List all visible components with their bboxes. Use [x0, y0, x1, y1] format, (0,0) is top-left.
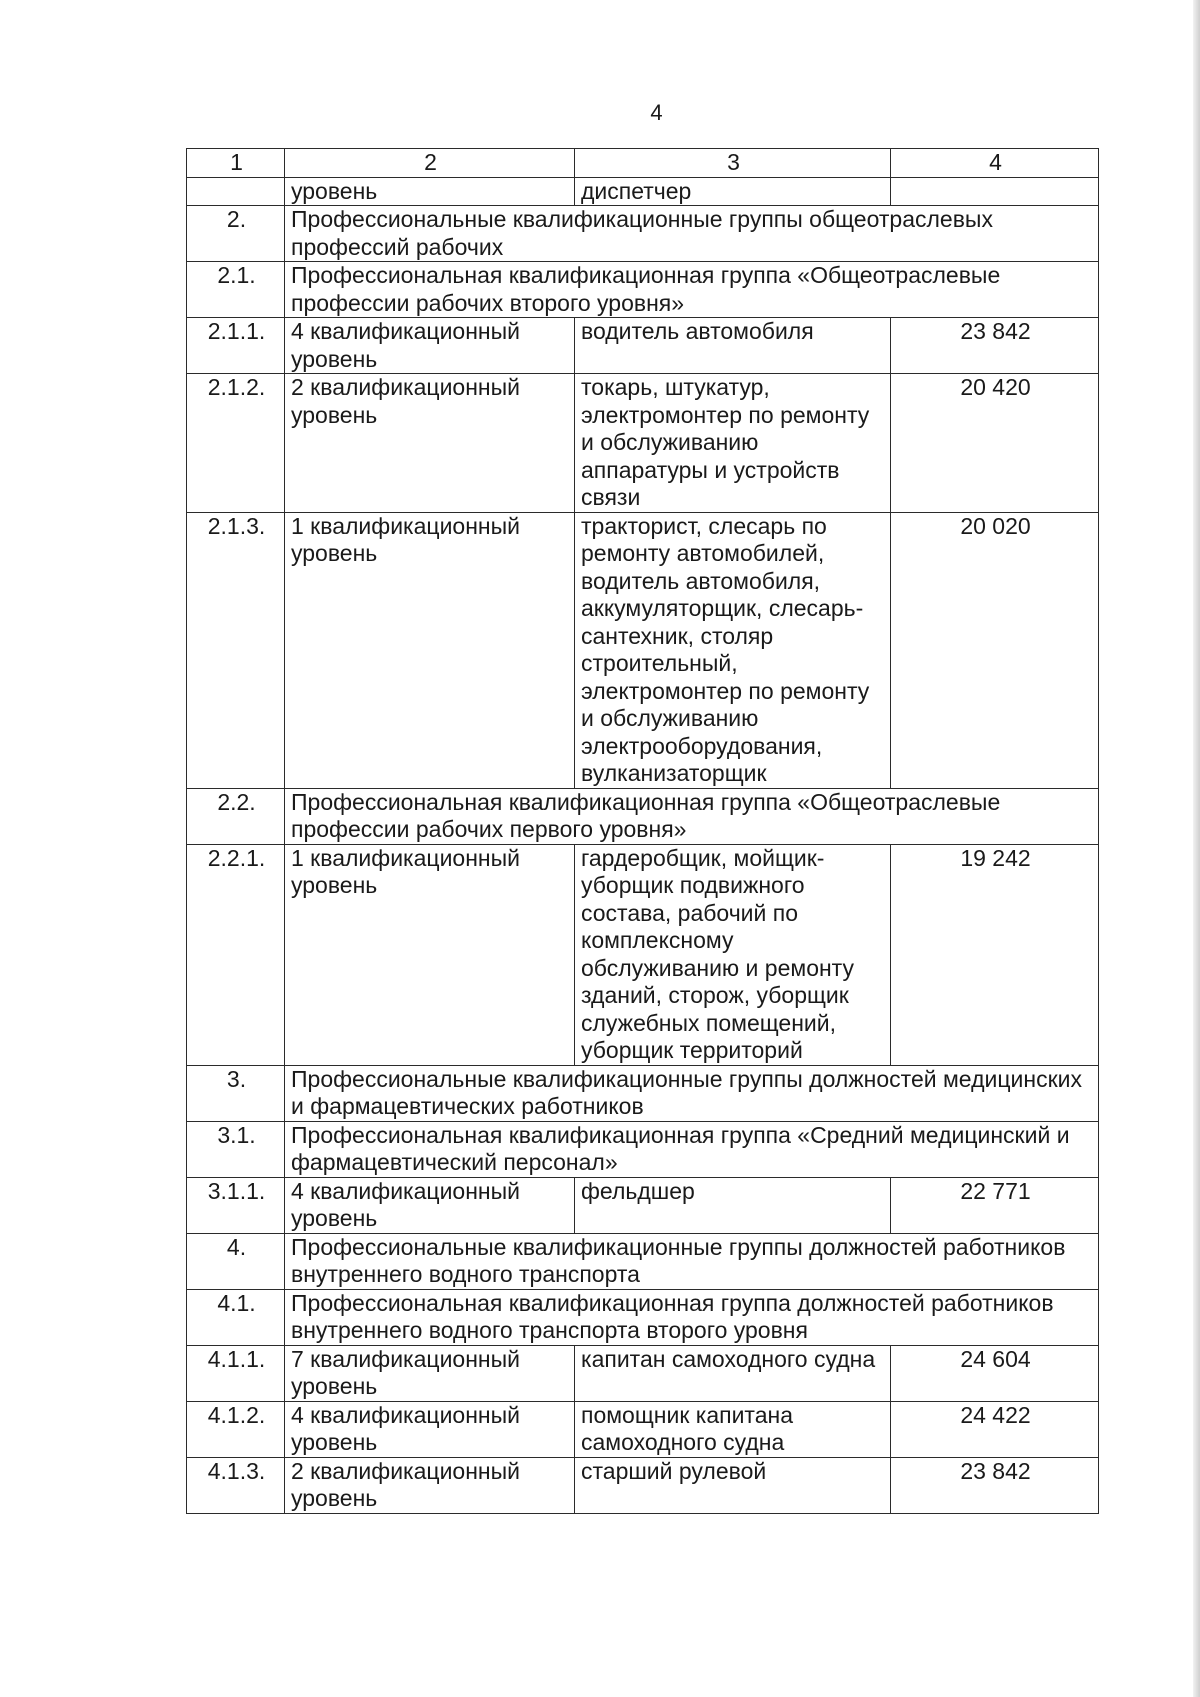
- row-number: 4.1.3.: [187, 1457, 285, 1513]
- salary: 20 020: [891, 512, 1099, 788]
- row-number: 2.2.1.: [187, 844, 285, 1065]
- table-header-row: [187, 149, 1099, 178]
- salary: 24 422: [891, 1401, 1099, 1457]
- row-number: [187, 177, 285, 206]
- row-number: 2.1.2.: [187, 374, 285, 513]
- positions: капитан самоходного судна: [575, 1345, 891, 1401]
- qualification-level: 2 квалификационный уровень: [285, 1457, 575, 1513]
- salary: 19 242: [891, 844, 1099, 1065]
- header-cell-3: 3: [575, 149, 891, 178]
- group-title: Профессиональные квалификационные группы должностей работников внутреннего водного транспорта: [285, 1233, 1099, 1289]
- group-row: [187, 1121, 1099, 1177]
- positions: диспетчер: [575, 177, 891, 206]
- table-row: [187, 1457, 1099, 1513]
- table-row: [187, 177, 1099, 206]
- group-title: Профессиональная квалификационная группа «Средний медицинский и фармацевтический персонал»: [285, 1121, 1099, 1177]
- qualification-level: 4 квалификационный уровень: [285, 1401, 575, 1457]
- table-row: [187, 1401, 1099, 1457]
- page-number: 4: [650, 100, 663, 125]
- group-row: [187, 206, 1099, 262]
- group-title: Профессиональная квалификационная группа «Общеотраслевые профессии рабочих второго уровня»: [285, 262, 1099, 318]
- group-title: Профессиональные квалификационные группы должностей медицинских и фармацевтических работников: [285, 1065, 1099, 1121]
- group-row: [187, 1233, 1099, 1289]
- row-number: 4.: [187, 1233, 285, 1289]
- salary: [891, 177, 1099, 206]
- qualification-level: 2 квалификационный уровень: [285, 374, 575, 513]
- row-number: 2.1.1.: [187, 318, 285, 374]
- qualification-salary-table: [186, 148, 1099, 1514]
- salary: 23 842: [891, 1457, 1099, 1513]
- row-number: 3.1.1.: [187, 1177, 285, 1233]
- group-row: [187, 1065, 1099, 1121]
- salary: 20 420: [891, 374, 1099, 513]
- table-row: [187, 1177, 1099, 1233]
- positions: фельдшер: [575, 1177, 891, 1233]
- row-number: 2.: [187, 206, 285, 262]
- group-row: [187, 788, 1099, 844]
- row-number: 3.1.: [187, 1121, 285, 1177]
- positions: гардеробщик, мойщик-уборщик подвижного состава, рабочий по комплексному обслуживанию и ремонту зданий, сторож, уборщик служебных помещений, уборщик территорий: [575, 844, 891, 1065]
- salary: 23 842: [891, 318, 1099, 374]
- qualification-level: уровень: [285, 177, 575, 206]
- group-title: Профессиональная квалификационная группа должностей работников внутреннего водного транспорта второго уровня: [285, 1289, 1099, 1345]
- page-edge-shadow: [1193, 0, 1200, 1697]
- group-title: Профессиональная квалификационная группа «Общеотраслевые профессии рабочих первого уровня»: [285, 788, 1099, 844]
- row-number: 3.: [187, 1065, 285, 1121]
- table-row: [187, 1345, 1099, 1401]
- qualification-level: 4 квалификационный уровень: [285, 1177, 575, 1233]
- header-cell-2: 2: [285, 149, 575, 178]
- group-row: [187, 1289, 1099, 1345]
- header-cell-4: 4: [891, 149, 1099, 178]
- positions: водитель автомобиля: [575, 318, 891, 374]
- row-number: 4.1.2.: [187, 1401, 285, 1457]
- positions: токарь, штукатур, электромонтер по ремонту и обслуживанию аппаратуры и устройств связи: [575, 374, 891, 513]
- row-number: 2.1.: [187, 262, 285, 318]
- table-row: [187, 318, 1099, 374]
- positions: тракторист, слесарь по ремонту автомобилей, водитель автомобиля, аккумуляторщик, слесарь-сантехник, столяр строительный, электромонтер по ремонту и обслуживанию электрооборудования, вулканизаторщик: [575, 512, 891, 788]
- table-row: [187, 844, 1099, 1065]
- salary: 22 771: [891, 1177, 1099, 1233]
- positions: помощник капитана самоходного судна: [575, 1401, 891, 1457]
- row-number: 2.1.3.: [187, 512, 285, 788]
- qualification-level: 7 квалификационный уровень: [285, 1345, 575, 1401]
- row-number: 4.1.1.: [187, 1345, 285, 1401]
- positions: старший рулевой: [575, 1457, 891, 1513]
- group-row: [187, 262, 1099, 318]
- table-row: [187, 512, 1099, 788]
- salary: 24 604: [891, 1345, 1099, 1401]
- header-cell-1: 1: [187, 149, 285, 178]
- qualification-level: 1 квалификационный уровень: [285, 512, 575, 788]
- table-row: [187, 374, 1099, 513]
- qualification-level: 4 квалификационный уровень: [285, 318, 575, 374]
- row-number: 4.1.: [187, 1289, 285, 1345]
- table-body: [187, 149, 1099, 1514]
- group-title: Профессиональные квалификационные группы общеотраслевых профессий рабочих: [285, 206, 1099, 262]
- qualification-level: 1 квалификационный уровень: [285, 844, 575, 1065]
- row-number: 2.2.: [187, 788, 285, 844]
